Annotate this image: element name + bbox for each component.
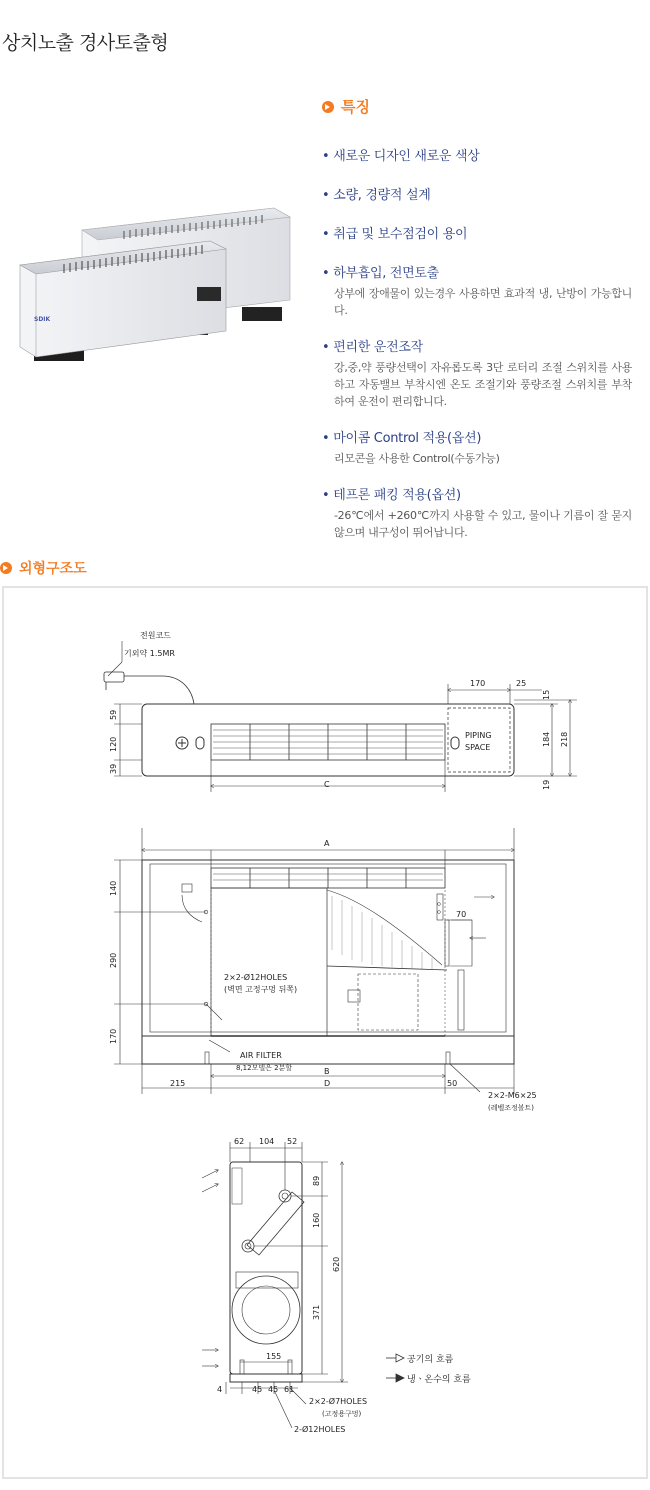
- features-heading-label: 특징: [341, 98, 370, 116]
- bolt-label: 2×2-M6×25: [488, 1091, 537, 1100]
- dim-label: 62: [234, 1137, 245, 1146]
- feature-item: [322, 145, 632, 164]
- dim-label: 120: [109, 736, 118, 752]
- feature-title: • 취급 및 보수점검이 용이: [322, 223, 632, 242]
- piping-space-label: PIPING: [465, 731, 492, 740]
- technical-drawing: [4, 588, 646, 1477]
- feature-title: • 소량, 경량적 설계: [322, 184, 632, 203]
- arrow-circle-icon: [0, 562, 12, 574]
- holes-note: (벽면 고정구멍 뒤쪽): [224, 985, 298, 994]
- front-unit: [20, 241, 226, 361]
- dim-label: 61: [284, 1385, 295, 1394]
- feature-item: [322, 223, 632, 242]
- drawing-frame: [2, 586, 648, 1479]
- feature-title: • 편리한 운전조작: [322, 336, 632, 355]
- feature-item: [322, 427, 632, 467]
- feature-desc: 상부에 장애물이 있는경우 사용하면 효과적 냉, 난방이 가능합니다.: [334, 287, 632, 317]
- dim-label: 160: [312, 1212, 321, 1228]
- feature-desc: 강,중,약 풍량선택이 자유롭도록 3단 로터리 조절 스위치를 사용하고 자동밸브 부착시엔 온도 조절기와 풍량조절 스위치를 부착하여 운전이 편리합니다.: [334, 361, 632, 408]
- dim-label: 39: [109, 763, 118, 774]
- feature-item: [322, 484, 632, 541]
- dim-label: C: [324, 780, 330, 789]
- dim-label: 89: [312, 1175, 321, 1186]
- features-heading: [322, 96, 632, 117]
- legend-water-flow: 냉ㆍ온수의 흐름: [407, 1375, 471, 1385]
- feature-title: • 마이콤 Control 적용(옵션): [322, 427, 632, 446]
- air-filter-label: AIR FILTER: [240, 1051, 282, 1060]
- dim-label: 45: [268, 1385, 279, 1394]
- holes12-label: 2-Ø12HOLES: [294, 1425, 346, 1434]
- dim-label: A: [324, 839, 330, 848]
- legend: [386, 1353, 471, 1385]
- drawing-heading: [0, 558, 87, 578]
- dim-label: 59: [109, 709, 118, 720]
- dim-label: D: [324, 1079, 331, 1088]
- bolt-note: (레벨조정볼트): [488, 1104, 535, 1112]
- drawing-heading-label: 외형구조도: [19, 561, 87, 577]
- legend-air-flow: 공기의 흐름: [407, 1355, 454, 1365]
- holes-label: 2×2-Ø12HOLES: [224, 973, 288, 982]
- dim-label: 140: [109, 880, 118, 896]
- water-flow-arrow-icon: [396, 1374, 404, 1382]
- feature-item: [322, 336, 632, 410]
- dim-label: 104: [259, 1137, 275, 1146]
- arrow-circle-icon: [322, 101, 334, 113]
- dim-label: 4: [217, 1385, 223, 1394]
- dim-label: B: [324, 1067, 330, 1076]
- air-filter-note: 8,12모델은 2분할: [236, 1064, 293, 1072]
- top-view: [104, 641, 577, 792]
- dim-label: 25: [516, 679, 527, 688]
- front-view: [114, 828, 514, 1094]
- dim-label: 50: [447, 1079, 458, 1088]
- feature-desc: 리모콘을 사용한 Control(수동가능): [334, 452, 500, 465]
- page-title: 상치노출 경사토출형: [2, 32, 169, 54]
- air-flow-arrow-icon: [396, 1354, 404, 1362]
- product-image: [14, 195, 304, 380]
- dim-label: 70: [456, 910, 467, 919]
- dim-label: 15: [542, 689, 551, 700]
- piping-space-label: SPACE: [465, 743, 491, 752]
- holes7-label: 2×2-Ø7HOLES: [309, 1397, 368, 1406]
- feature-title: • 테프론 패킹 적용(옵션): [322, 484, 632, 503]
- power-cord-label: 전원코드: [140, 631, 171, 640]
- feature-title: • 하부흡입, 전면토출: [322, 262, 632, 281]
- power-cord-spec: 기외약 1.5MR: [124, 649, 175, 658]
- holes7-note: (고정용구멍): [322, 1410, 362, 1418]
- dim-label: 52: [287, 1137, 298, 1146]
- control-panel: [197, 287, 221, 301]
- dim-label: 170: [109, 1028, 118, 1044]
- feature-desc: -26℃에서 +260℃까지 사용할 수 있고, 물이나 기름이 잘 묻지 않으며 내구성이 뛰어납니다.: [334, 509, 632, 539]
- dim-label: 19: [542, 779, 551, 790]
- dim-label: 155: [266, 1352, 282, 1361]
- dim-label: 215: [170, 1079, 186, 1088]
- feature-title: • 새로운 디자인 새로운 색상: [322, 145, 632, 164]
- dim-label: 45: [252, 1385, 263, 1394]
- dim-label: 218: [560, 731, 569, 747]
- dim-label: 290: [109, 952, 118, 968]
- dim-label: 184: [542, 731, 551, 747]
- feature-list: [322, 145, 632, 541]
- dim-label: 620: [332, 1256, 341, 1272]
- feature-item: [322, 262, 632, 319]
- feature-item: [322, 184, 632, 203]
- dim-label: 170: [470, 679, 486, 688]
- dim-label: 371: [312, 1304, 321, 1320]
- features-section: [322, 96, 632, 558]
- product-brand: SDIK: [34, 316, 51, 323]
